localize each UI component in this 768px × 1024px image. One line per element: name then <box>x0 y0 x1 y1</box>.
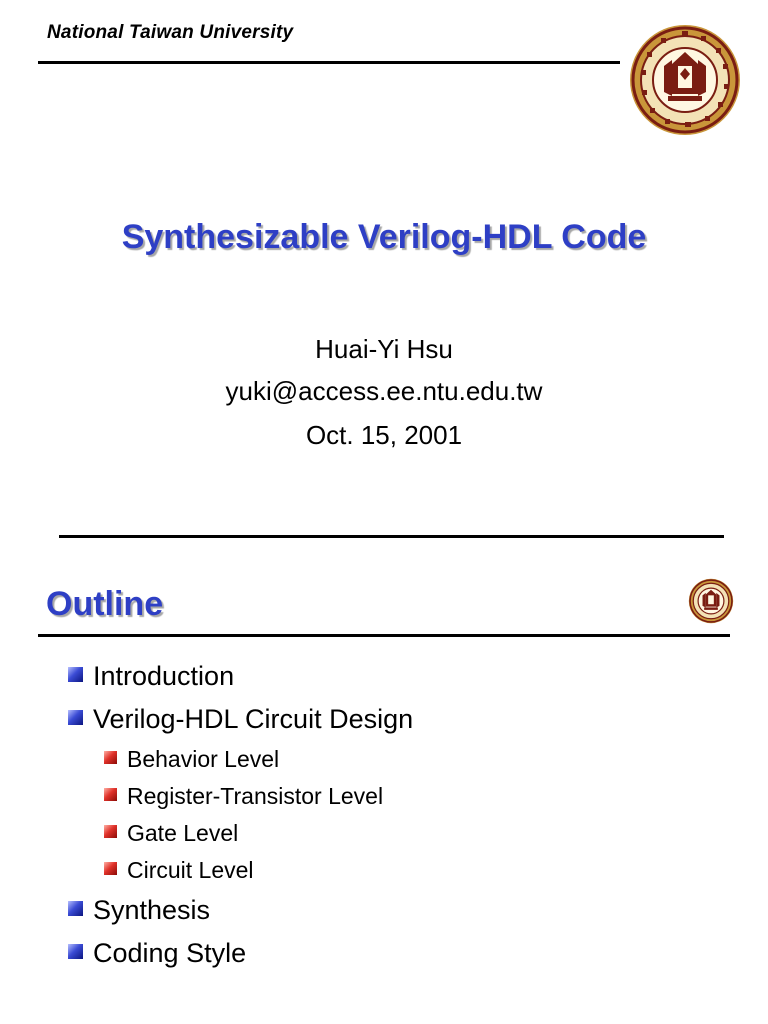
outline-subitem-label: Gate Level <box>127 820 239 846</box>
outline-item-introduction <box>68 661 234 692</box>
outline-item-coding-style <box>68 938 246 969</box>
outline-item-label: Verilog-HDL Circuit Design <box>93 704 414 734</box>
red-square-bullet-icon <box>104 862 117 875</box>
outline-item-label: Synthesis <box>93 895 211 925</box>
outline-subitem-behavior-level <box>104 746 279 773</box>
outline-title: Outline <box>46 585 164 623</box>
outline-item-label: Introduction <box>93 661 235 691</box>
outline-item-circuit-design <box>68 704 413 735</box>
outline-subitem-gate-level <box>104 820 238 847</box>
outline-item-synthesis <box>68 895 210 926</box>
red-square-bullet-icon <box>104 825 117 838</box>
outline-subitem-circuit-level <box>104 857 254 884</box>
presentation-date: Oct. 15, 2001 <box>305 420 463 450</box>
outline-subitem-label: Register-Transistor Level <box>127 783 384 809</box>
university-name: National Taiwan University <box>47 22 294 43</box>
outline-subitem-register-transistor-level <box>104 783 383 810</box>
slide-divider <box>59 535 724 538</box>
blue-square-bullet-icon <box>68 710 83 725</box>
university-seal-icon <box>628 22 742 138</box>
outline-subitem-label: Circuit Level <box>127 857 254 883</box>
red-square-bullet-icon <box>104 751 117 764</box>
university-seal-icon <box>688 576 734 626</box>
blue-square-bullet-icon <box>68 944 83 959</box>
blue-square-bullet-icon <box>68 901 83 916</box>
presentation-title: Synthesizable Verilog-HDL Code <box>121 218 647 256</box>
outline-subitem-label: Behavior Level <box>127 746 280 772</box>
author-email: yuki@access.ee.ntu.edu.tw <box>225 376 543 406</box>
blue-square-bullet-icon <box>68 667 83 682</box>
outline-divider <box>38 634 730 637</box>
header-divider <box>38 61 620 64</box>
red-square-bullet-icon <box>104 788 117 801</box>
outline-item-label: Coding Style <box>93 938 247 968</box>
author-name: Huai-Yi Hsu <box>315 334 453 364</box>
